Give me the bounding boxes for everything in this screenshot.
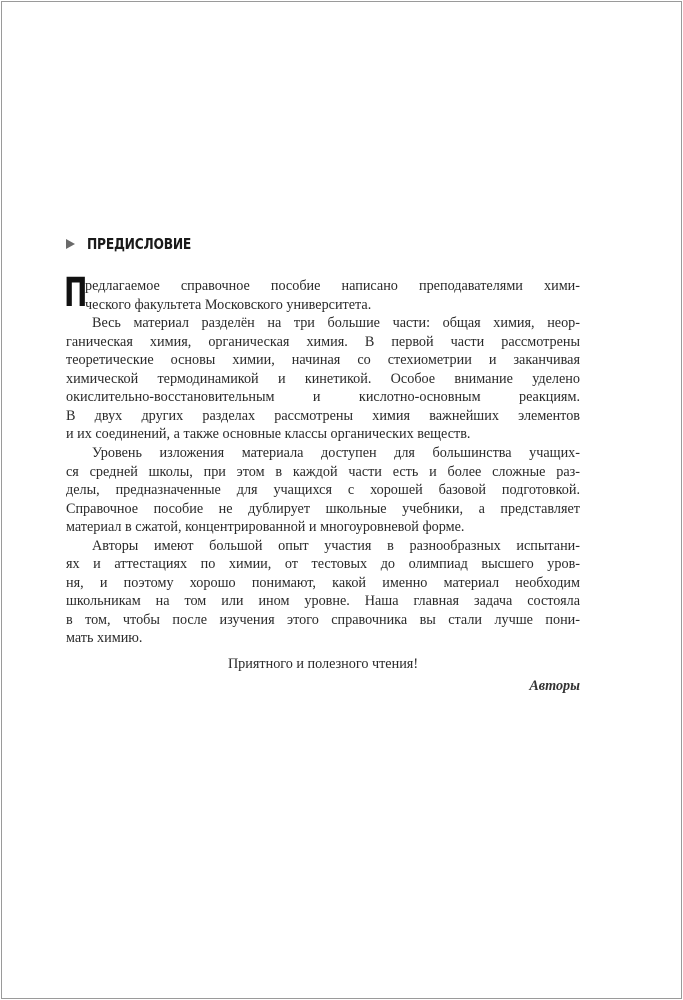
text-line: Весь материал разделён на три большие части: общая химия, неор- — [92, 315, 580, 332]
text-line: В двух других разделах рассмотрены химия важнейших элементов — [66, 407, 580, 424]
text-line: мать химию. — [66, 630, 143, 647]
text-line: редлагаемое справочное пособие написано преподавателями хими- — [85, 278, 580, 294]
signature: Авторы — [529, 677, 580, 694]
text-line: ся средней школы, при этом в каждой части есть и более сложные раз- — [66, 463, 580, 480]
text-line: Уровень изложения материала доступен для большинства учащих- — [92, 444, 580, 461]
text-line: ях и аттестациях по химии, от тестовых до олимпиад высшего уров- — [66, 556, 580, 573]
text-line: теоретические основы химии, начиная со стехиометрии и заканчивая — [66, 352, 580, 369]
text-line: материал в сжатой, концентрированной и многоуровневой форме. — [66, 519, 465, 536]
text-line: в том, чтобы после изучения этого справочника вы стали лучше пони- — [66, 611, 580, 628]
heading-text: ПРЕДИСЛОВИЕ — [87, 235, 192, 253]
text-line: окислительно-восстановительным и кислотно-основным реакциям. — [66, 389, 580, 406]
closing-line: Приятного и полезного чтения! — [227, 656, 419, 672]
text-line: делы, предназначенные для учащихся с хорошей базовой подготовкой. — [66, 482, 580, 499]
text-line: химической термодинамикой и кинетикой. Особое внимание уделено — [66, 370, 580, 387]
text-line: школьникам на том или ином уровне. Наша главная задача состояла — [66, 593, 580, 610]
text-line: ческого факультета Московского университета. — [85, 296, 372, 313]
drop-cap: П — [64, 270, 88, 316]
section-heading — [66, 234, 214, 254]
text-line: ня, и поэтому хорошо понимают, какой именно материал необходим — [66, 574, 580, 591]
text-line: и их соединений, а также основные классы органических веществ. — [66, 426, 471, 443]
text-line: Авторы имеют большой опыт участия в разнообразных испытани- — [92, 537, 580, 554]
triangle-bullet-icon — [66, 239, 75, 249]
text-line: Справочное пособие не дублирует школьные учебники, а представляет — [66, 500, 580, 517]
text-line: ганическая химия, органическая химия. В первой части рассмотрены — [66, 333, 580, 350]
